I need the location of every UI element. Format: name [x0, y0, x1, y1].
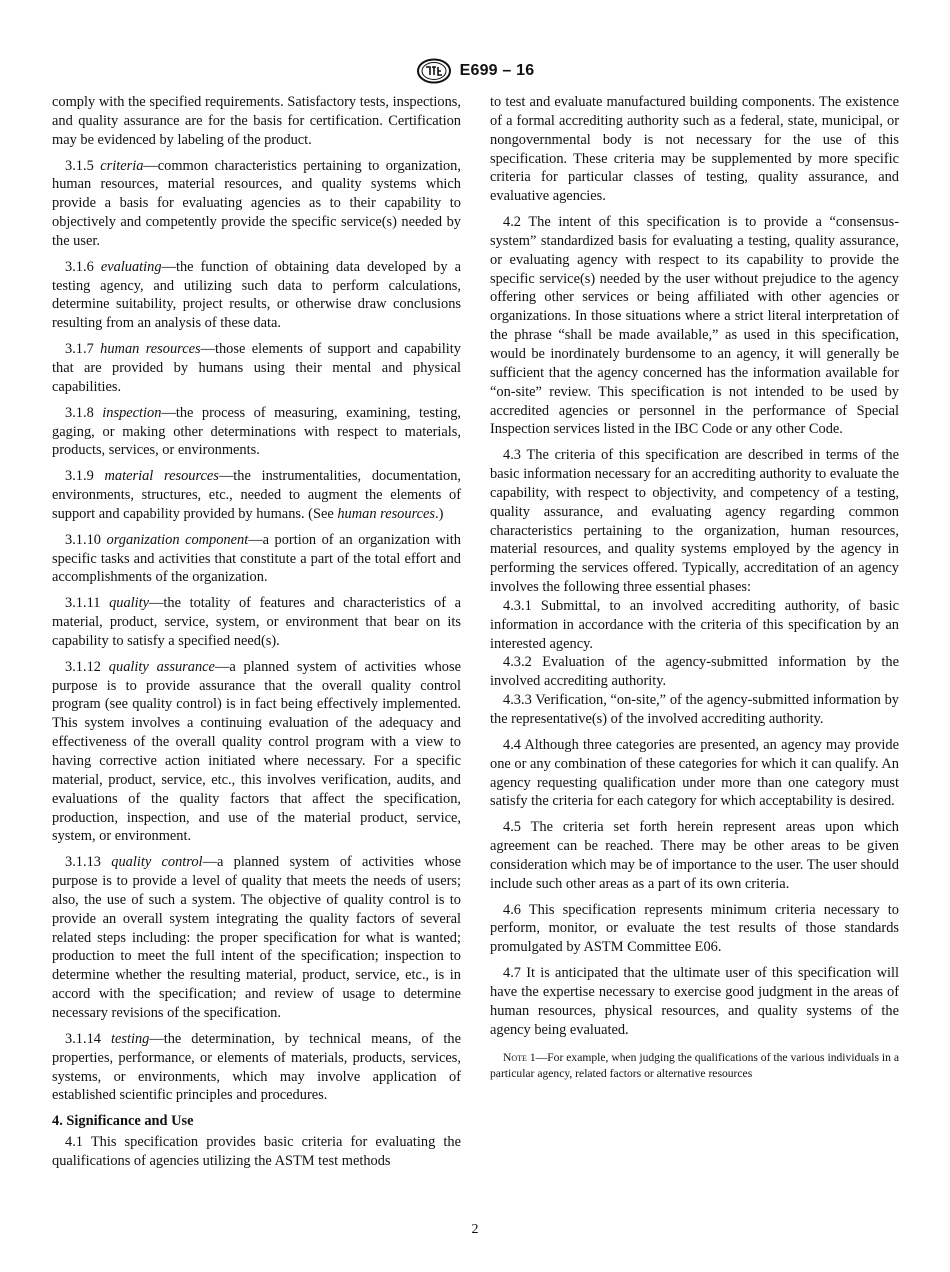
definition-term: evaluating: [100, 258, 162, 275]
paragraph-4-3: 4.3 The criteria of this specification are described in terms of the basic information necessary for an accrediting authority to evaluate the capability, with respect to objectivity, and competency of a testing, quality assurance, and evaluating agency regarding common characteristics pertaining to the organization, human resources, material resources, and quality systems employed by the agency in performing the services offered. Typically, accreditation of an agency involves the following three essential phases:: [490, 447, 899, 596]
standard-designation: E699 – 16: [459, 62, 535, 79]
definition-term: quality assurance: [108, 658, 215, 675]
definition-3-1-11: 3.1.11 quality—the totality of features and characteristics of a material, product, service, system, or environment that bear on its capability to satisfy a specified need(s).: [52, 595, 461, 649]
definition-term: quality: [109, 595, 150, 612]
definition-3-1-7: 3.1.7 human resources—those elements of support and capability that are provided by humans using their mental and physical capabilities.: [52, 341, 461, 395]
note-1: [490, 1050, 899, 1082]
definition-3-1-8: 3.1.8 inspection—the process of measuring, examining, testing, gaging, or making other determinations with respect to materials, products, services, or environments.: [52, 404, 461, 459]
paragraph-4-5: 4.5 The criteria set forth herein represent areas upon which agreement can be reached. There may be other areas to be given consideration which may be of importance to the user. The user should include such other areas as a part of its own criteria.: [490, 819, 899, 892]
definition-term: inspection: [102, 404, 162, 421]
page-header: [0, 58, 950, 84]
paragraph-4-4: 4.4 Although three categories are presented, an agency may provide one or any combination of these categories for which it can qualify. An agency requesting qualification under more than one category must satisfy the criteria for each category for which acceptability is desired.: [490, 736, 899, 810]
paragraph-4-1: 4.1 This specification provides basic criteria for evaluating the qualifications of agencies utilizing the ASTM test methods: [52, 1134, 461, 1169]
definition-term: testing: [110, 1030, 150, 1047]
paragraph-4-2: 4.2 The intent of this specification is to provide a “consensus-system” standardized basis for evaluating a testing, quality assurance, or evaluating agency with respect to its capability to provide the specific service(s) needed by the user without prejudice to the agency offering other services or being affiliated with other agencies or organizations. In those situations where a strict literal interpretation of the phrase “shall be made available,” as used in this specification, would be inordinately burdensome to an agency, it will generally be sufficient that the agency concerned has the information available for “on-site” review. This specification is not intended to be used by accredited agencies or personnel in the performance of Special Inspection services listed in the IBC Code or any other Code.: [490, 214, 899, 438]
definition-term: organization component: [106, 531, 249, 548]
definition-3-1-9: 3.1.9 material resources—the instrumentalities, documentation, environments, structures, etc., needed to augment the elements of support and capability provided by humans. (See human resources.): [52, 468, 461, 522]
definition-3-1-6: 3.1.6 evaluating—the function of obtaining data developed by a testing agency, and utilizing such data to perform calculations, determine suitability, project results, or otherwise draw conclusions resulting from an analysis of these data.: [52, 258, 461, 332]
paragraph-4-3-1: 4.3.1 Submittal, to an involved accrediting authority, of basic information in accordance with the criteria of this specification by an interested agency.: [490, 597, 899, 652]
paragraph-4-6: 4.6 This specification represents minimum criteria necessary to perform, monitor, or evaluate the test results of those standards promulgated by ASTM Committee E06.: [490, 901, 899, 956]
page-number: 2: [471, 1222, 479, 1237]
left-column: [52, 93, 461, 1171]
paragraph-4-3-3: 4.3.3 Verification, “on-site,” of the agency-submitted information by the representative(s) of the involved accrediting authority.: [490, 692, 899, 727]
cross-reference-term: human resources: [337, 505, 436, 522]
continued-paragraph: to test and evaluate manufactured building components. The existence of a formal accrediting authority such as a federal, state, municipal, or nongovernmental body is not necessary for the use of this specification. These criteria may be supplemented by more specific criteria for particular classes of testing, quality assurance, and evaluative agencies.: [490, 94, 899, 205]
paragraph-4-3-2: 4.3.2 Evaluation of the agency-submitted information by the involved accrediting authority.: [490, 654, 899, 690]
right-column: [490, 93, 899, 1089]
continued-paragraph: comply with the specified requirements. Satisfactory tests, inspections, and quality assurance are for the basis for certification. Certification may be evidenced by labeling of the product.: [52, 94, 461, 148]
definition-term: quality control: [111, 854, 203, 871]
section-heading: 4. Significance and Use: [52, 1113, 194, 1130]
definition-term: material resources: [104, 468, 219, 485]
astm-logo-icon: [416, 58, 452, 84]
note-label: Note 1: [503, 1050, 536, 1064]
definition-3-1-12: 3.1.12 quality assurance—a planned system of activities whose purpose is to provide assurance that the overall quality control program (see quality control) is in fact being effectively implemented. This system involves a continuing evaluation of the adequacy and effectiveness of the overall quality control program with a view to having corrective action initiated where necessary. For a specific material, product, service, etc., this involves verification, audits, and evaluations of the quality factors that affect the specification, production, inspection, and use of the material product, service, system, or environment.: [52, 658, 461, 845]
definition-3-1-10: 3.1.10 organization component—a portion of an organization with specific tasks and activities that constitute a part of the total effort and accomplishments of the organization.: [52, 531, 461, 586]
note-text: —For example, when judging the qualifications of the various individuals in a particular agency, related factors or alternative resources: [490, 1050, 899, 1080]
definition-3-1-14: 3.1.14 testing—the determination, by technical means, of the properties, performance, or elements of materials, products, services, systems, or environments, which may involve application of established scientific principles and procedures.: [52, 1030, 461, 1104]
definition-term: human resources: [100, 341, 201, 358]
definition-term: criteria: [100, 157, 144, 174]
definition-3-1-13: 3.1.13 quality control—a planned system of activities whose purpose is to provide a level of quality that meets the needs of users; also, the use of such a system. The objective of quality control is to provide an overall system integrating the quality factors of several related steps including: the proper specification for what is wanted; production to meet the full intent of the specification; inspection to determine whether the resulting material, product, service, etc., is in accord with the specification; and review of usage to determine necessary revisions of the specification.: [52, 854, 461, 1021]
definition-3-1-5: 3.1.5 criteria—common characteristics pertaining to organization, human resources, material resources, and quality systems which provide a basis for evaluating agencies as to their capability to objectively and competently provide the specific service(s) needed by the user.: [52, 157, 461, 249]
paragraph-4-7: 4.7 It is anticipated that the ultimate user of this specification will have the expertise necessary to exercise good judgment in the areas of human resources, physical resources, and quality systems of the agency being evaluated.: [490, 965, 899, 1038]
